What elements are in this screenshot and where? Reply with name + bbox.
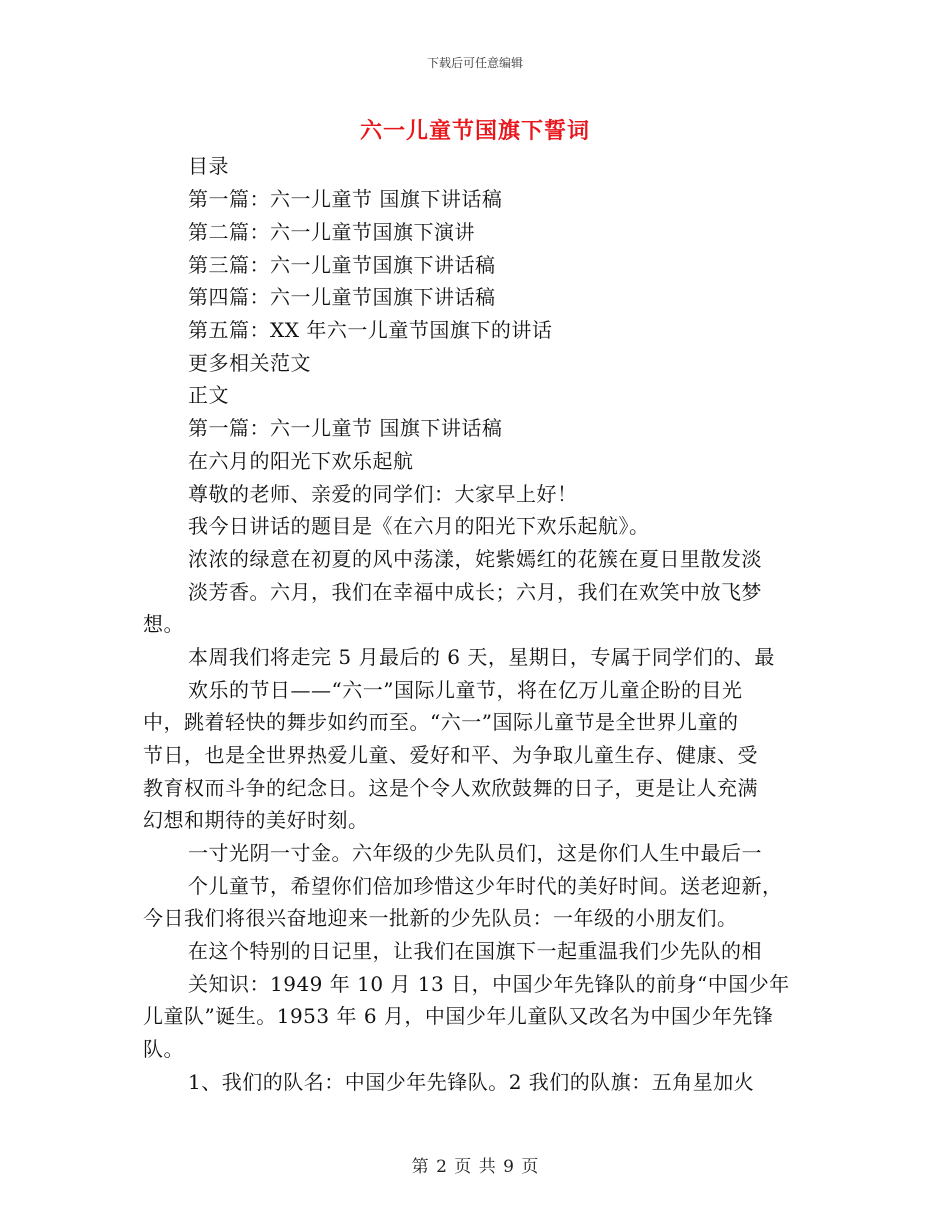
speech-subtitle: 在六月的阳光下欢乐起航 <box>188 449 414 473</box>
toc-item: 第一篇：六一儿童节 国旗下讲话稿 <box>188 187 503 211</box>
paragraph-line: 中，跳着轻快的舞步如约而至。“六一”国际儿童节是全世界儿童的 <box>143 710 739 734</box>
paragraph-line: 个儿童节，希望你们倍加珍惜这少年时代的美好时间。送老迎新， <box>188 874 783 898</box>
paragraph-line: 教育权而斗争的纪念日。这是个令人欢欣鼓舞的日子，更是让人充满 <box>143 776 758 800</box>
header-note: 下载后可任意编辑 <box>426 56 523 70</box>
page-footer: 第 2 页 共 9 页 <box>411 1157 539 1177</box>
paragraph-line: 幻想和期待的美好时刻。 <box>143 808 369 832</box>
document-title: 六一儿童节国旗下誓词 <box>359 119 590 144</box>
toc-more: 更多相关范文 <box>188 351 311 375</box>
greeting: 尊敬的老师、亲爱的同学们：大家早上好！ <box>188 482 578 506</box>
paragraph-line: 想。 <box>143 612 184 636</box>
section-title: 第一篇：六一儿童节 国旗下讲话稿 <box>188 416 503 440</box>
paragraph-line: 浓浓的绿意在初夏的风中荡漾，姹紫嫣红的花簇在夏日里散发淡 <box>188 547 762 571</box>
paragraph-line: 儿童队”诞生。1953 年 6 月，中国少年儿童队又改名为中国少年先锋 <box>143 1004 774 1028</box>
paragraph-line: 节日，也是全世界热爱儿童、爱好和平、为争取儿童生存、健康、受 <box>143 743 758 767</box>
paragraph-line: 本周我们将走完 5 月最后的 6 天，星期日，专属于同学们的、最 <box>188 645 775 669</box>
toc-item: 第二篇：六一儿童节国旗下演讲 <box>188 220 475 244</box>
body-heading: 正文 <box>188 383 229 407</box>
toc-item: 第五篇：XX 年六一儿童节国旗下的讲话 <box>188 318 553 342</box>
paragraph-line: 欢乐的节日——“六一”国际儿童节，将在亿万儿童企盼的目光 <box>188 678 743 702</box>
paragraph-line: 今日我们将很兴奋地迎来一批新的少先队员：一年级的小朋友们。 <box>143 906 738 930</box>
paragraph-line: 我今日讲话的题目是《在六月的阳光下欢乐起航》。 <box>188 514 650 538</box>
paragraph-line: 在这个特别的日记里，让我们在国旗下一起重温我们少先队的相 <box>188 939 762 963</box>
paragraph-line: 1、我们的队名：中国少年先锋队。2 我们的队旗：五角星加火 <box>188 1070 755 1094</box>
toc-heading: 目录 <box>188 154 229 178</box>
paragraph-line: 队。 <box>143 1037 184 1061</box>
toc-item: 第三篇：六一儿童节国旗下讲话稿 <box>188 253 496 277</box>
toc-item: 第四篇：六一儿童节国旗下讲话稿 <box>188 285 496 309</box>
paragraph-line: 一寸光阴一寸金。六年级的少先队员们，这是你们人生中最后一 <box>188 841 762 865</box>
paragraph-line: 淡芳香。六月，我们在幸福中成长；六月，我们在欢笑中放飞梦 <box>188 580 762 604</box>
paragraph-line: 关知识：1949 年 10 月 13 日，中国少年先锋队的前身“中国少年 <box>188 972 790 996</box>
